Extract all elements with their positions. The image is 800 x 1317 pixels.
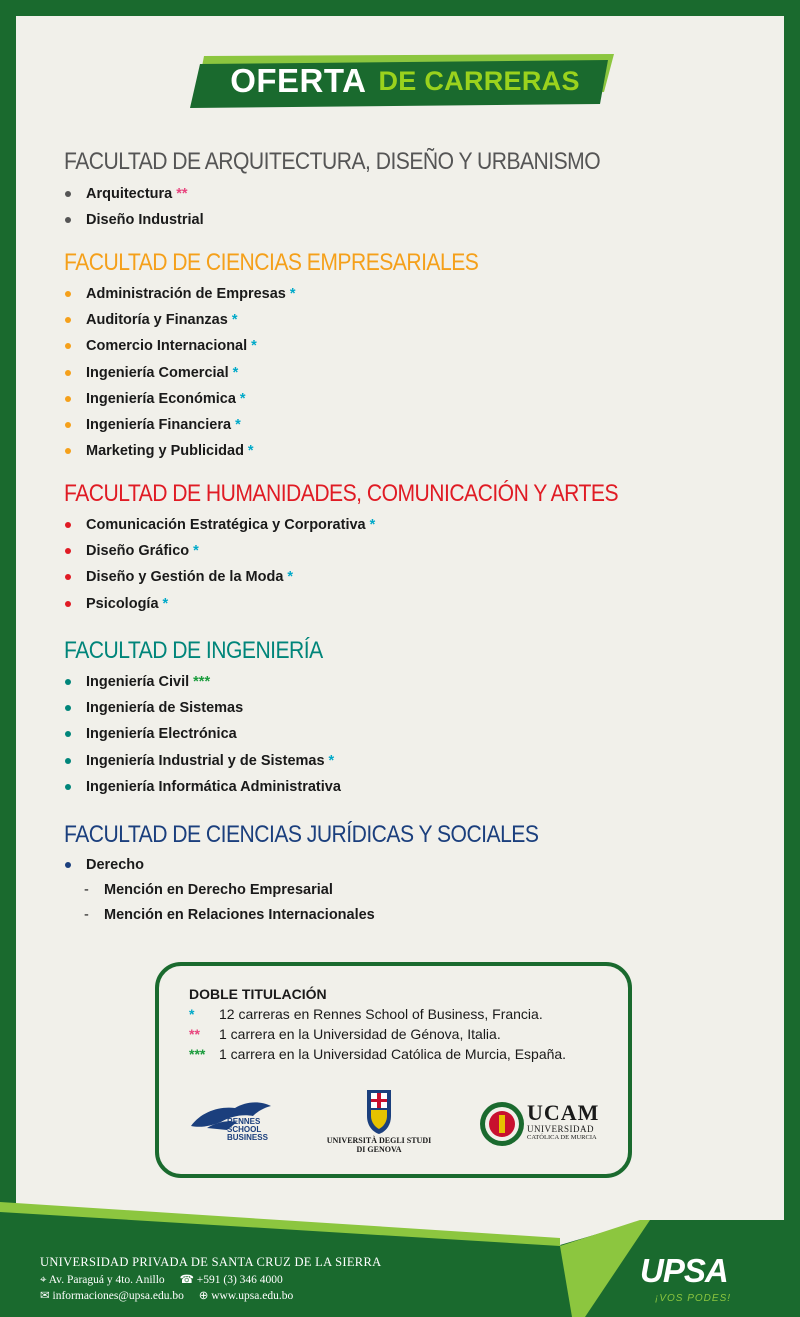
doble-row	[189, 1006, 543, 1022]
career-name: Ingeniería Informática Administrativa	[86, 778, 341, 795]
career-name: Comunicación Estratégica y Corporativa	[86, 517, 366, 534]
career-name: Diseño Gráfico	[86, 543, 190, 560]
doble-row	[189, 1046, 566, 1062]
footer-contact-row	[40, 1288, 293, 1302]
career-name: Ingeniería Financiera	[86, 417, 232, 434]
career-item	[64, 281, 296, 307]
mail-icon: ✉	[40, 1290, 50, 1302]
double-degree-mark: *	[369, 517, 376, 534]
faculty-title-humanidades: FACULTAD DE HUMANIDADES, COMUNICACIÓN Y ARTES	[64, 480, 619, 507]
career-item	[64, 333, 296, 359]
career-list-humanidades	[64, 512, 375, 617]
bullet-icon	[65, 548, 71, 554]
footer-address-row	[40, 1272, 283, 1287]
double-degree-mark: *	[328, 752, 335, 769]
career-name: Administración de Empresas	[86, 286, 286, 303]
doble-mark: ***	[189, 1046, 206, 1062]
bullet-icon	[65, 370, 71, 376]
faculty-title-juridicas: FACULTAD DE CIENCIAS JURÍDICAS Y SOCIALES	[64, 821, 539, 848]
career-list-empresariales	[64, 281, 296, 464]
career-item	[64, 181, 204, 207]
footer-web[interactable]: www.upsa.edu.bo	[211, 1290, 294, 1302]
career-item	[64, 307, 296, 333]
career-list-juridicas	[64, 852, 144, 878]
double-degree-mark: *	[247, 443, 254, 460]
double-degree-mark: ***	[193, 674, 211, 691]
career-item	[64, 538, 375, 564]
career-name: Derecho	[86, 857, 145, 874]
footer-phone: +591 (3) 346 4000	[196, 1274, 283, 1286]
bullet-icon	[65, 758, 71, 764]
career-name: Auditoría y Finanzas	[86, 312, 228, 329]
double-degree-mark: *	[239, 390, 246, 407]
career-item	[64, 748, 341, 774]
career-item	[64, 386, 296, 412]
career-name: Diseño y Gestión de la Moda	[86, 569, 284, 586]
double-degree-mark: *	[289, 286, 296, 303]
sub-item-label: Mención en Derecho Empresarial	[104, 881, 333, 898]
bullet-icon	[65, 705, 71, 711]
double-degree-mark: *	[232, 364, 239, 381]
ucam-logo-subtext: CATÓLICA DE MURCIA	[527, 1134, 597, 1141]
career-name: Ingeniería Electrónica	[86, 726, 237, 743]
upsa-logo: UPSA	[640, 1252, 728, 1289]
career-name: Ingeniería Económica	[86, 390, 236, 407]
double-degree-mark: *	[193, 543, 199, 560]
bullet-icon	[65, 862, 71, 868]
bullet-icon	[65, 731, 71, 737]
bullet-icon	[65, 191, 71, 197]
upsa-slogan: ¡VOS PODES!	[655, 1293, 732, 1304]
genova-logo	[319, 1088, 439, 1158]
bullet-icon	[65, 574, 71, 580]
career-item	[64, 412, 296, 438]
ucam-logo	[479, 1096, 614, 1156]
career-name: Ingeniería de Sistemas	[86, 700, 244, 717]
dash-icon: -	[84, 906, 89, 923]
rennes-logo-text: BUSINESS	[227, 1133, 268, 1142]
career-item	[64, 721, 341, 747]
doble-text: 1 carrera en la Universidad Católica de Murcia, España.	[219, 1046, 567, 1062]
bullet-icon	[65, 317, 71, 323]
career-name: Comercio Internacional	[86, 338, 248, 355]
ucam-seal-icon	[479, 1096, 525, 1152]
ucam-logo-text: UCAM	[527, 1100, 600, 1125]
footer-university: UNIVERSIDAD PRIVADA DE SANTA CRUZ DE LA SIERRA	[40, 1255, 382, 1269]
career-list-ingenieria	[64, 669, 341, 800]
career-item	[64, 512, 375, 538]
footer-email[interactable]: informaciones@upsa.edu.bo	[52, 1290, 184, 1302]
dash-icon: -	[84, 881, 89, 898]
career-name: Arquitectura	[86, 186, 173, 203]
doble-text: 12 carreras en Rennes School of Business, Francia.	[219, 1006, 543, 1022]
career-name: Ingeniería Civil	[86, 674, 190, 691]
bullet-icon	[65, 396, 71, 402]
genova-logo-text: DI GENOVA	[356, 1145, 402, 1154]
bullet-icon	[65, 601, 71, 607]
bullet-icon	[65, 522, 71, 528]
career-name: Ingeniería Comercial	[86, 364, 229, 381]
faculty-title-empresariales: FACULTAD DE CIENCIAS EMPRESARIALES	[64, 249, 479, 276]
career-list-arquitectura	[64, 181, 204, 233]
doble-titulacion-box	[155, 962, 632, 1178]
bullet-icon	[65, 343, 71, 349]
career-item	[64, 207, 204, 233]
title-banner	[190, 52, 614, 110]
sub-item	[84, 902, 375, 927]
bullet-icon	[65, 217, 71, 223]
rennes-logo-text: SCHOOL	[227, 1125, 262, 1134]
career-item	[64, 591, 375, 617]
doble-text: 1 carrera en la Universidad de Génova, Italia.	[219, 1026, 501, 1042]
bullet-icon	[65, 448, 71, 454]
double-degree-mark: **	[176, 186, 188, 203]
sub-item	[84, 877, 375, 902]
career-name: Marketing y Publicidad	[86, 443, 244, 460]
career-name: Ingeniería Industrial y de Sistemas	[86, 752, 325, 769]
double-degree-mark: *	[287, 569, 294, 586]
banner-word-oferta: OFERTA	[230, 62, 367, 99]
bullet-icon	[65, 679, 71, 685]
career-item	[64, 695, 341, 721]
doble-mark: **	[189, 1026, 200, 1042]
globe-icon: ⊕	[198, 1290, 209, 1302]
doble-titulacion-title: DOBLE TITULACIÓN	[189, 986, 327, 1002]
career-name: Psicología	[86, 595, 159, 612]
sub-list-derecho	[84, 877, 375, 927]
faculty-title-ingenieria: FACULTAD DE INGENIERÍA	[64, 637, 323, 664]
genova-shield-icon	[319, 1088, 439, 1136]
rennes-logo	[187, 1098, 279, 1152]
bullet-icon	[65, 784, 71, 790]
footer-address: Av. Paraguá y 4to. Anillo	[48, 1274, 165, 1286]
faculty-title-arquitectura: FACULTAD DE ARQUITECTURA, DISEÑO Y URBANISMO	[64, 148, 601, 175]
career-name: Diseño Industrial	[86, 212, 204, 229]
double-degree-mark: *	[162, 595, 169, 612]
career-item	[64, 669, 341, 695]
double-degree-mark: *	[251, 338, 257, 355]
ucam-logo-subtext: UNIVERSIDAD	[527, 1124, 594, 1134]
bullet-icon	[65, 422, 71, 428]
genova-logo-text: UNIVERSITÀ DEGLI STUDI	[326, 1136, 432, 1145]
location-pin-icon: ⌖	[40, 1274, 47, 1286]
double-degree-mark: *	[231, 312, 238, 329]
career-item	[64, 360, 296, 386]
career-item	[64, 774, 341, 800]
banner-word-carreras: DE CARRERAS	[378, 65, 580, 96]
career-item	[64, 438, 296, 464]
double-degree-mark: *	[235, 417, 241, 434]
doble-mark: *	[189, 1006, 195, 1022]
bullet-icon	[65, 291, 71, 297]
doble-row	[189, 1026, 501, 1042]
phone-icon: ☎	[179, 1274, 194, 1286]
sub-item-label: Mención en Relaciones Internacionales	[104, 906, 375, 923]
career-item	[64, 564, 375, 590]
rennes-logo-text: RENNES	[227, 1117, 261, 1126]
career-item	[64, 852, 144, 878]
